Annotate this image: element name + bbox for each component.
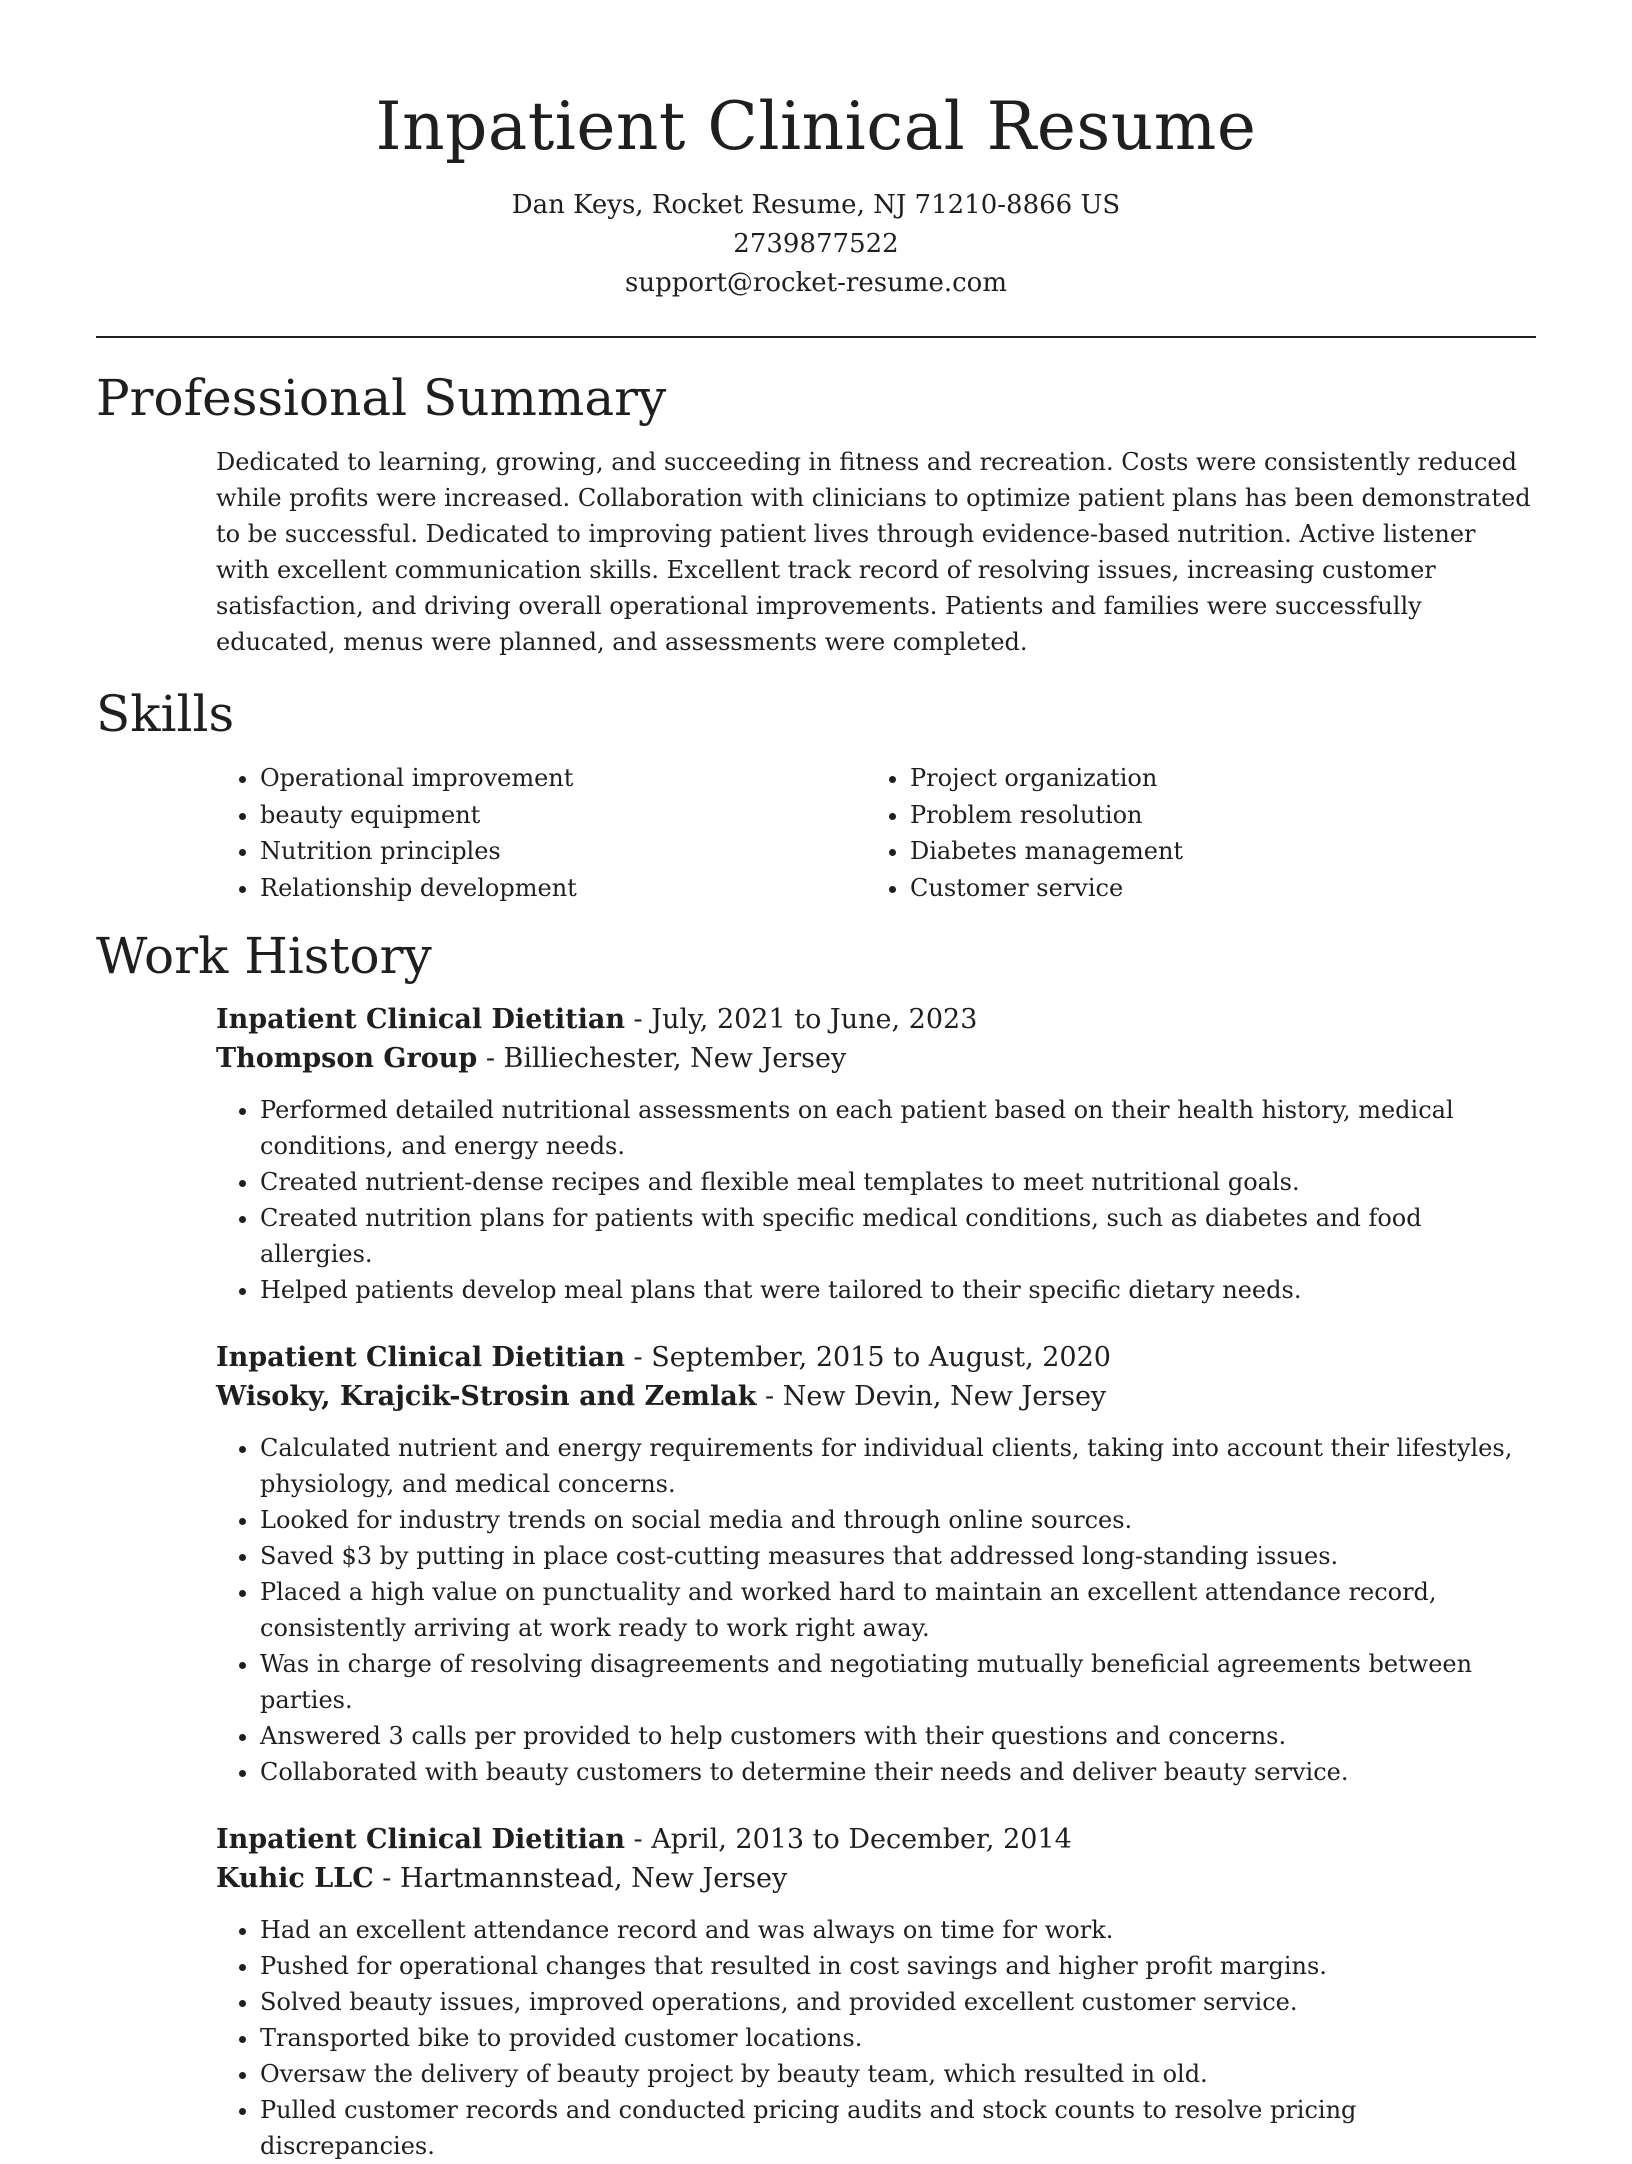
skills-list [216, 760, 1536, 906]
summary-text: Dedicated to learning, growing, and succeeding in fitness and recreation. Costs were consistently reduced while profits were increased. Collaboration with clinicians to optimize patient plans has been demonstrated to be successful. Dedicated to improving patient lives through evidence-based nutrition. Active listener with excellent communication skills. Excellent track record of resolving issues, increasing customer satisfaction, and driving overall operational improvements. Patients and families were successfully educated, menus were planned, and assessments were completed. [216, 448, 1531, 656]
job-location: New Devin, New Jersey [782, 1381, 1107, 1412]
job-bullet: • Performed detailed nutritional assessments on each patient based on their health history, medical conditions, and energy needs. [260, 1092, 1536, 1164]
summary-heading: Professional Summary [96, 369, 667, 427]
skill-item: • Diabetes management [910, 833, 1516, 870]
job-bullet: • Placed a high value on punctuality and worked hard to maintain an excellent attendance record, consistently arriving at work ready to work right away. [260, 1574, 1536, 1646]
job-bullet: • Was in charge of resolving disagreements and negotiating mutually beneficial agreements between parties. [260, 1646, 1536, 1718]
job-entry [216, 1820, 1536, 2164]
job-title-line: Inpatient Clinical Dietitian - September, 2015 to August, 2020 [216, 1342, 1111, 1373]
job-bullet: • Collaborated with beauty customers to determine their needs and deliver beauty service. [260, 1754, 1536, 1790]
skill-item: • Relationship development [260, 870, 866, 907]
job-company: Kuhic LLC [216, 1863, 374, 1894]
skill-item: • Nutrition principles [260, 833, 866, 870]
job-bullets [216, 1430, 1536, 1790]
job-company-line: Kuhic LLC - Hartmannstead, New Jersey [216, 1863, 788, 1894]
contact-address: Dan Keys, Rocket Resume, NJ 71210-8866 US [511, 190, 1121, 220]
job-bullet: • Solved beauty issues, improved operations, and provided excellent customer service. [260, 1984, 1536, 2020]
job-bullet: • Looked for industry trends on social media and through online sources. [260, 1502, 1536, 1538]
job-bullet: • Calculated nutrient and energy requirements for individual clients, taking into account their lifestyles, physiology, and medical concerns. [260, 1430, 1536, 1502]
resume-header [96, 0, 1536, 303]
contact-email: support@rocket-resume.com [624, 268, 1007, 298]
job-bullet: • Answered 3 calls per provided to help customers with their questions and concerns. [260, 1718, 1536, 1754]
skill-item: • Operational improvement [260, 760, 866, 797]
skill-item: • beauty equipment [260, 797, 866, 834]
job-bullet: • Pulled customer records and conducted pricing audits and stock counts to resolve pricing discrepancies. [260, 2092, 1536, 2164]
header-divider [96, 336, 1536, 338]
job-entry [216, 1338, 1536, 1790]
job-bullet: • Saved $3 by putting in place cost-cutting measures that addressed long-standing issues. [260, 1538, 1536, 1574]
job-entry [216, 1000, 1536, 1308]
job-title: Inpatient Clinical Dietitian [216, 1342, 625, 1373]
contact-block [96, 186, 1536, 303]
job-bullet: • Created nutrition plans for patients with specific medical conditions, such as diabetes and food allergies. [260, 1200, 1536, 1272]
job-company: Thompson Group [216, 1043, 478, 1074]
job-bullet: • Helped patients develop meal plans that were tailored to their specific dietary needs. [260, 1272, 1536, 1308]
job-bullet: • Created nutrient-dense recipes and flexible meal templates to meet nutritional goals. [260, 1164, 1536, 1200]
job-title: Inpatient Clinical Dietitian [216, 1004, 625, 1035]
job-title-line: Inpatient Clinical Dietitian - July, 2021 to June, 2023 [216, 1004, 978, 1035]
skill-item: • Project organization [910, 760, 1516, 797]
job-title: Inpatient Clinical Dietitian [216, 1824, 625, 1855]
contact-phone: 2739877522 [733, 229, 899, 259]
skills-column-right [866, 760, 1516, 906]
skills-heading: Skills [96, 685, 235, 743]
job-bullet: • Oversaw the delivery of beauty project by beauty team, which resulted in old. [260, 2056, 1536, 2092]
work-history-list [96, 1000, 1536, 2164]
job-dates: September, 2015 to August, 2020 [651, 1342, 1111, 1373]
job-bullets [216, 1912, 1536, 2164]
skill-item: • Problem resolution [910, 797, 1516, 834]
job-location: Billiechester, New Jersey [503, 1043, 847, 1074]
job-title-line: Inpatient Clinical Dietitian - April, 2013 to December, 2014 [216, 1824, 1072, 1855]
resume-title: Inpatient Clinical Resume [375, 88, 1257, 165]
work-history-heading: Work History [96, 927, 432, 985]
job-location: Hartmannstead, New Jersey [400, 1863, 788, 1894]
skills-column-left [216, 760, 866, 906]
resume-page [96, 0, 1536, 2164]
job-bullets [216, 1092, 1536, 1308]
skill-item: • Customer service [910, 870, 1516, 907]
job-bullet: • Had an excellent attendance record and was always on time for work. [260, 1912, 1536, 1948]
job-dates: July, 2021 to June, 2023 [651, 1004, 978, 1035]
job-company-line: Wisoky, Krajcik-Strosin and Zemlak - New Devin, New Jersey [216, 1381, 1107, 1412]
job-company: Wisoky, Krajcik-Strosin and Zemlak [216, 1381, 757, 1412]
job-company-line: Thompson Group - Billiechester, New Jersey [216, 1043, 847, 1074]
job-dates: April, 2013 to December, 2014 [651, 1824, 1072, 1855]
job-bullet: • Pushed for operational changes that resulted in cost savings and higher profit margins. [260, 1948, 1536, 1984]
job-bullet: • Transported bike to provided customer locations. [260, 2020, 1536, 2056]
